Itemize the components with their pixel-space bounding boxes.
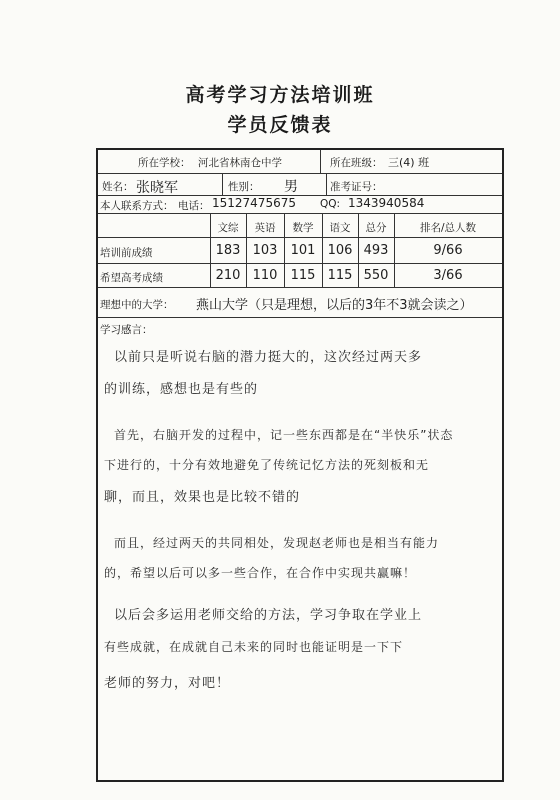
school-row: [98, 150, 502, 174]
contact-row: [98, 196, 502, 214]
before-score-total: 493: [363, 243, 389, 258]
feedback-line: 的训练，感想也是有些的: [104, 382, 259, 397]
before-score-chinese: 106: [327, 243, 353, 258]
gender-label: 性别：: [228, 181, 260, 193]
before-score-english: 103: [252, 243, 278, 258]
before-label: 培训前成绩: [100, 247, 153, 259]
header-wenzong: 文综: [217, 222, 239, 234]
feedback-form: [96, 148, 504, 782]
feedback-line: 以前只是听说右脑的潜力挺大的，这次经过两天多: [114, 350, 423, 365]
gender-value: 男: [284, 179, 298, 195]
feedback-line: 以后会多运用老师交给的方法，学习争取在学业上: [114, 608, 423, 623]
feedback-line: 的，希望以后可以多一些合作，在合作中实现共赢嘛！: [104, 566, 417, 580]
class-value: 三(4) 班: [388, 156, 430, 169]
header-english: 英语: [254, 222, 276, 234]
header-rank: 排名/总人数: [419, 222, 477, 234]
exam-no-label: 准考证号：: [330, 181, 383, 193]
qq-label: QQ:: [320, 198, 341, 210]
name-label: 姓名：: [102, 181, 134, 193]
page-title: 高考学习方法培训班: [185, 84, 375, 106]
before-score-wenzong: 183: [215, 243, 241, 258]
ideal-university-row: [98, 288, 502, 318]
ideal-label: 理想中的大学：: [100, 299, 174, 311]
hope-score-wenzong: 210: [215, 268, 241, 283]
feedback-line: 下进行的，十分有效地避免了传统记忆方法的死刻板和无: [104, 458, 430, 472]
phone-label: 电话：: [178, 200, 210, 212]
phone-value: 15127475675: [212, 196, 296, 210]
score-header-row: [98, 214, 502, 238]
feedback-line: 有些成就，在成就自己未来的同时也能证明是一下下: [104, 640, 404, 654]
ideal-value: 燕山大学（只是理想，以后的3年不3就会读之）: [196, 298, 473, 313]
school-label: 所在学校：: [138, 157, 191, 169]
qq-value: 1343940584: [348, 196, 425, 210]
before-score-rank: 9/66: [433, 243, 463, 258]
hope-scores-row: [98, 264, 502, 288]
header-chinese: 语文: [329, 222, 351, 234]
hope-score-total: 550: [363, 268, 389, 283]
feedback-line: 老师的努力，对吧！: [104, 676, 231, 691]
school-value: 河北省林南仓中学: [198, 157, 282, 169]
hope-score-chinese: 115: [327, 268, 353, 283]
feedback-line: 聊，而且，效果也是比较不错的: [104, 490, 301, 505]
header-math: 数学: [292, 222, 314, 234]
feedback-line: 首先，右脑开发的过程中，记一些东西都是在“半快乐”状态: [114, 428, 454, 442]
before-scores-row: [98, 238, 502, 264]
contact-label: 本人联系方式：: [100, 200, 174, 212]
header-total: 总分: [365, 222, 387, 234]
hope-score-english: 110: [252, 268, 278, 283]
hope-score-math: 115: [290, 268, 316, 283]
name-row: [98, 174, 502, 196]
class-label: 所在班级：: [330, 157, 383, 169]
hope-label: 希望高考成绩: [100, 272, 163, 284]
page-subtitle: 学员反馈表: [227, 114, 333, 136]
feedback-label: 学习感言：: [100, 324, 153, 336]
hope-score-rank: 3/66: [433, 268, 463, 283]
feedback-line: 而且，经过两天的共同相处，发现赵老师也是相当有能力: [114, 536, 440, 550]
name-value: 张晓军: [136, 180, 178, 196]
before-score-math: 101: [290, 243, 316, 258]
